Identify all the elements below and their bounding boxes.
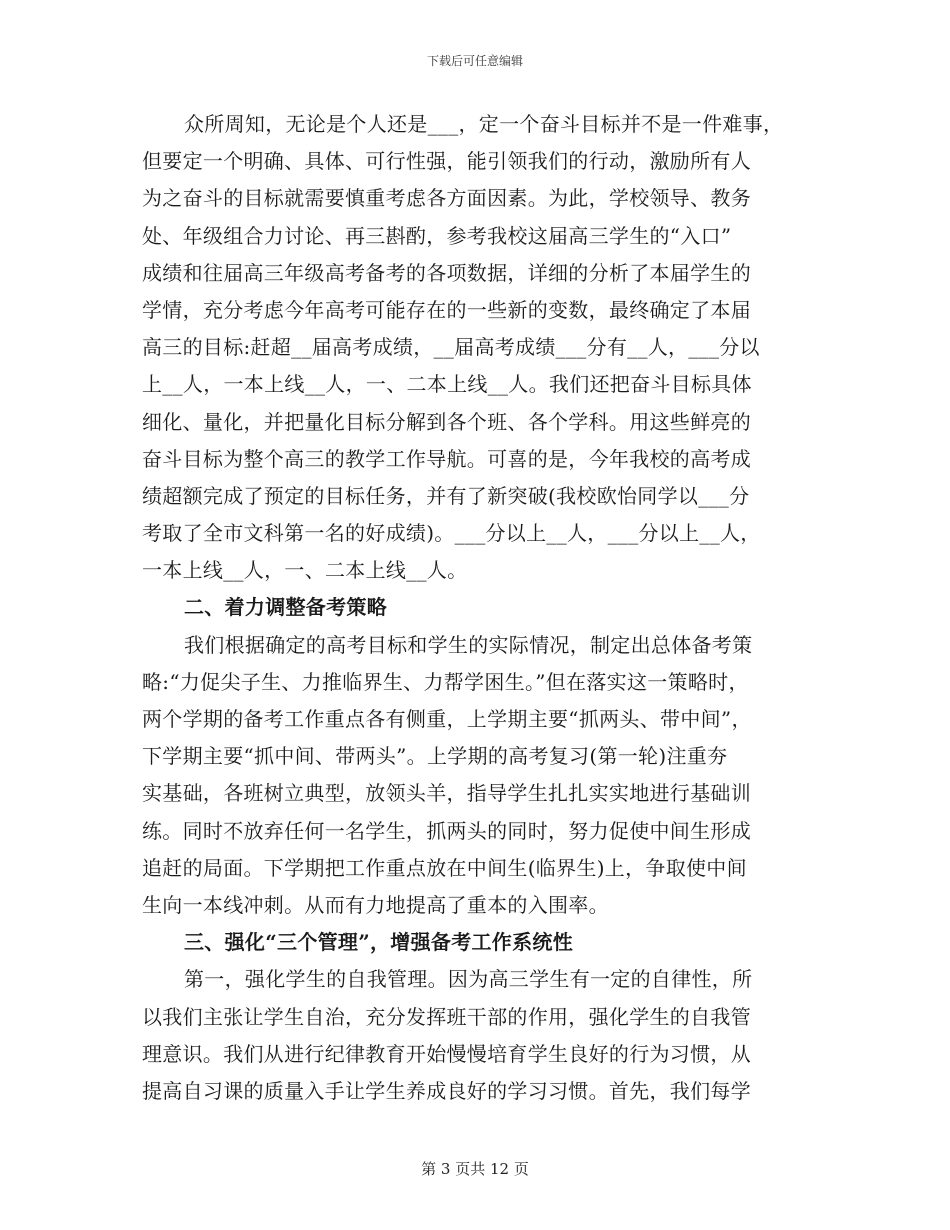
- paragraph-line: 下学期主要“抓中间、带两头”。上学期的高考复习(第一轮)注重夯: [142, 744, 728, 769]
- paragraph-line: 但要定一个明确、具体、可行性强，能引领我们的行动，激励所有人: [142, 149, 751, 174]
- paragraph-line: 处、年级组合力讨论、再三斟酌，参考我校这届高三学生的“入口”: [142, 223, 732, 248]
- paragraph-line: 第一，强化学生的自我管理。因为高三学生有一定的自律性，所: [184, 967, 753, 992]
- paragraph-line: 众所周知，无论是个人还是___，定一个奋斗目标并不是一件难事，: [184, 112, 784, 136]
- section-heading: 三、强化“三个管理”，增强备考工作系统性: [184, 930, 574, 955]
- paragraph-line: 以我们主张让学生自治，充分发挥班干部的作用，强化学生的自我管: [142, 1004, 751, 1029]
- paragraph-line: 奋斗目标为整个高三的教学工作导航。可喜的是，今年我校的高考成: [142, 446, 751, 471]
- document-body: [142, 106, 812, 1110]
- paragraph-line: 两个学期的备考工作重点各有侧重，上学期主要“抓两头、带中间”，: [142, 707, 752, 731]
- paragraph-line: 一本上线__人，一、二本上线__人。: [142, 558, 468, 583]
- paragraph-line: 追赶的局面。下学期把工作重点放在中间生(临界生)上，争取使中间: [142, 855, 747, 880]
- paragraph-line: 提高自习课的质量入手让学生养成良好的学习习惯。首先，我们每学: [142, 1078, 751, 1103]
- paragraph-line: 考取了全市文科第一名的好成绩)。___分以上__人，___分以上__人，: [142, 521, 761, 546]
- paragraph-line: 生向一本线冲刺。从而有力地提高了重本的入围率。: [142, 892, 609, 917]
- paragraph-line: 我们根据确定的高考目标和学生的实际情况，制定出总体备考策: [184, 632, 753, 657]
- paragraph-line: 理意识。我们从进行纪律教育开始慢慢培育学生良好的行为习惯，从: [142, 1041, 751, 1066]
- paragraph-line: 成绩和往届高三年级高考备考的各项数据，详细的分析了本届学生的: [142, 260, 751, 285]
- section-heading: 二、着力调整备考策略: [184, 595, 387, 620]
- paragraph-line: 高三的目标:赶超__届高考成绩，__届高考成绩___分有__人，___分以: [142, 335, 760, 360]
- paragraph-line: 实基础，各班树立典型，放领头羊，指导学生扎扎实实地进行基础训: [142, 781, 751, 806]
- page-header: 下载后可任意编辑: [426, 54, 523, 68]
- paragraph-line: 学情，充分考虑今年高考可能存在的一些新的变数，最终确定了本届: [142, 297, 751, 322]
- paragraph-line: 绩超额完成了预定的目标任务，并有了新突破(我校欧怡同学以___分: [142, 483, 750, 508]
- paragraph-line: 上__人，一本上线__人，一、二本上线__人。我们还把奋斗目标具体: [142, 372, 752, 397]
- paragraph-line: 为之奋斗的目标就需要慎重考虑各方面因素。为此，学校领导、教务: [142, 186, 751, 211]
- paragraph-line: 细化、量化，并把量化目标分解到各个班、各个学科。用这些鲜亮的: [142, 409, 751, 434]
- paragraph-line: 练。同时不放弃任何一名学生，抓两头的同时，努力促使中间生形成: [142, 818, 751, 843]
- paragraph-line: 略:“力促尖子生、力推临界生、力帮学困生。”但在落实这一策略时，: [142, 669, 749, 694]
- page-footer: 第 3 页共 12 页: [421, 1160, 529, 1178]
